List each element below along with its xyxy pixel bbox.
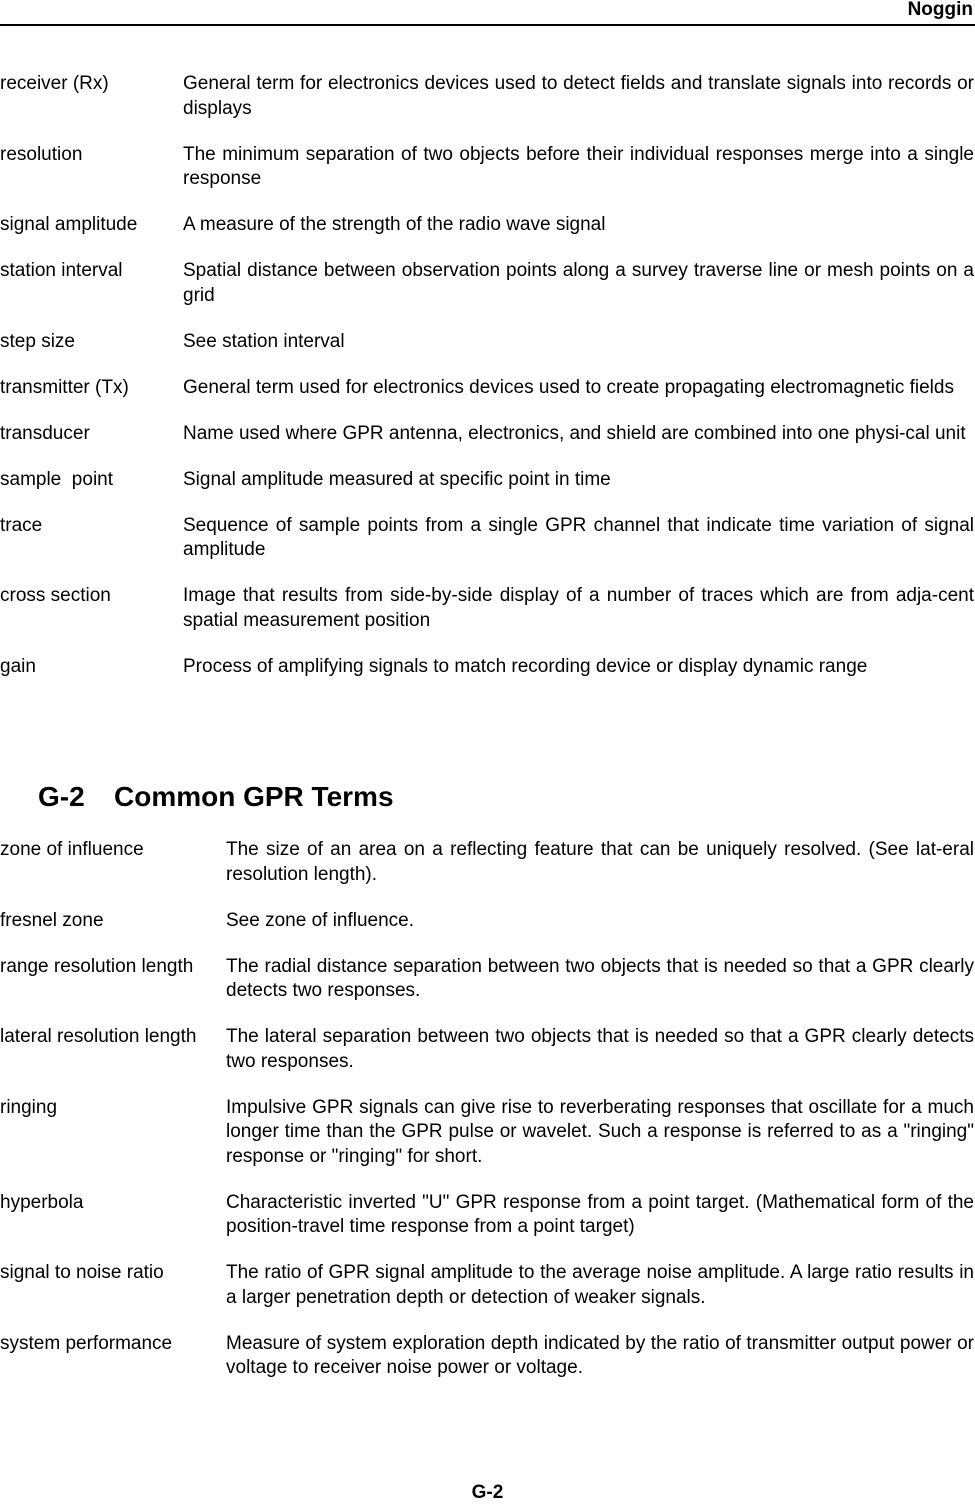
glossary-term: step size <box>0 330 75 352</box>
glossary-entry <box>0 72 975 121</box>
section-number: G-2 <box>38 781 85 812</box>
glossary-entry <box>0 330 975 355</box>
glossary-term: fresnel zone <box>0 909 104 931</box>
glossary-term: ringing <box>0 1096 58 1118</box>
glossary-definition: The minimum separation of two objects before their individual responses merge into a single response <box>183 143 974 189</box>
glossary-term: trace <box>0 514 43 536</box>
glossary-definition: Characteristic inverted "U" GPR response from a point target. (Mathematical form of the position-travel time response from a point target) <box>226 1191 974 1237</box>
glossary-definition: General term used for electronics devices used to create propagating electromagnetic fields <box>183 376 954 398</box>
glossary-term: system performance <box>0 1332 173 1354</box>
glossary-entry <box>0 468 975 493</box>
page-number-footer: G-2 <box>471 1482 504 1503</box>
glossary-definition: Signal amplitude measured at specific point in time <box>183 468 611 490</box>
glossary-entry <box>0 376 975 401</box>
glossary-definition: The ratio of GPR signal amplitude to the average noise amplitude. A large ratio results in a larger penetration depth or detection of weaker signals. <box>226 1262 974 1308</box>
glossary-term: hyperbola <box>0 1191 84 1213</box>
glossary-term: signal amplitude <box>0 214 138 235</box>
glossary-definition: See station interval <box>183 330 345 352</box>
glossary-entry <box>0 213 975 238</box>
glossary-definition: A measure of the strength of the radio wave signal <box>183 214 606 235</box>
glossary-entry <box>0 955 975 1004</box>
glossary-term: lateral resolution length <box>0 1026 197 1047</box>
glossary-definition: Image that results from side-by-side display of a number of traces which are from adja-cent spatial measurement position <box>183 585 974 631</box>
page-header <box>0 0 975 26</box>
glossary-entry <box>0 838 975 887</box>
glossary-entry <box>0 655 975 680</box>
glossary-definition: Spatial distance between observation points along a survey traverse line or mesh points on a grid <box>183 260 974 306</box>
glossary-definition: Impulsive GPR signals can give rise to reverberating responses that oscillate for a much longer time than the GPR pulse or wavelet. Such a response is referred to as a "ringing" response or "ringing" for short. <box>226 1096 974 1167</box>
glossary-definition: General term for electronics devices used to detect fields and translate signals into records or displays <box>183 73 974 119</box>
glossary-entry <box>0 259 975 308</box>
glossary-definition: The size of an area on a reflecting feature that can be uniquely resolved. (See lat-eral resolution length). <box>226 839 974 885</box>
section-heading <box>38 780 394 814</box>
glossary-definition: See zone of influence. <box>226 909 415 931</box>
glossary-term: station interval <box>0 260 123 281</box>
glossary-entry <box>0 422 975 447</box>
glossary-term: cross section <box>0 585 111 606</box>
glossary-definition: Name used where GPR antenna, electronics, and shield are combined into one physi-cal unit <box>183 422 966 444</box>
glossary-term: transducer <box>0 422 90 444</box>
glossary-definition: Sequence of sample points from a single GPR channel that indicate time variation of signal amplitude <box>183 514 974 560</box>
glossary-term: receiver (Rx) <box>0 73 109 94</box>
glossary-definition: The lateral separation between two objects that is needed so that a GPR clearly detects two responses. <box>226 1026 974 1072</box>
glossary-entry <box>0 514 975 563</box>
glossary-entry <box>0 1096 975 1170</box>
glossary-term: signal to noise ratio <box>0 1262 164 1283</box>
glossary-entry <box>0 1191 975 1240</box>
glossary-term: resolution <box>0 143 83 165</box>
glossary-definition: Measure of system exploration depth indicated by the ratio of transmitter output power or voltage to receiver noise power or voltage. <box>226 1332 974 1378</box>
section-title: Common GPR Terms <box>114 781 394 812</box>
glossary-list-1 <box>0 72 975 701</box>
glossary-entry <box>0 1332 975 1381</box>
glossary-entry <box>0 1025 975 1074</box>
header-title: Noggin <box>907 0 973 20</box>
glossary-entry <box>0 1261 975 1310</box>
glossary-entry <box>0 143 975 192</box>
glossary-entry <box>0 909 975 934</box>
glossary-term: range resolution length <box>0 955 194 977</box>
glossary-list-2 <box>0 838 975 1402</box>
glossary-definition: Process of amplifying signals to match recording device or display dynamic range <box>183 655 868 677</box>
glossary-term: zone of influence <box>0 839 144 860</box>
glossary-term: transmitter (Tx) <box>0 376 129 398</box>
glossary-term: gain <box>0 655 36 677</box>
glossary-entry <box>0 584 975 633</box>
glossary-term: sample point <box>0 468 114 490</box>
glossary-definition: The radial distance separation between two objects that is needed so that a GPR clearly detects two responses. <box>226 955 974 1001</box>
